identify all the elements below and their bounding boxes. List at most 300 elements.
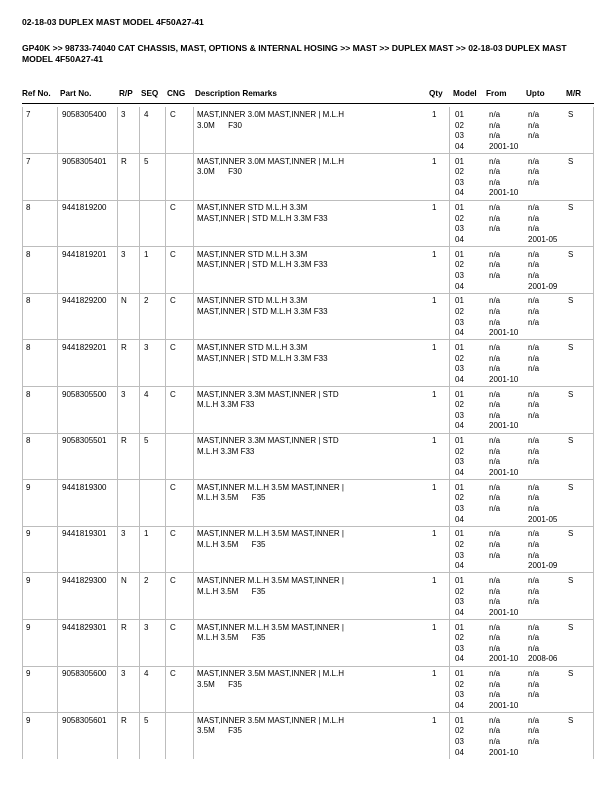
from-date: n/a (489, 622, 501, 632)
part-no-cell: 9441819201 (62, 249, 107, 259)
upto-date: n/a (528, 736, 540, 746)
from-date: n/a (489, 410, 501, 420)
from-date: n/a (489, 633, 501, 643)
from-date: n/a (489, 213, 501, 223)
from-date: n/a (489, 389, 501, 399)
col-header-from: From (486, 89, 507, 98)
from-date: 2001-10 (489, 654, 519, 664)
description-cell: MAST,INNER M.L.H 3.5M MAST,INNER | M.L.H 3.5M F35 (197, 576, 347, 596)
model-code: 01 (455, 622, 464, 632)
qty-cell: 1 (432, 110, 437, 119)
upto-date: n/a (528, 679, 540, 689)
seq-cell: 2 (144, 576, 149, 585)
model-code: 02 (455, 539, 464, 549)
upto-date: n/a (528, 317, 540, 327)
model-code: 03 (455, 550, 464, 560)
from-date: n/a (489, 156, 501, 166)
model-cell (455, 343, 464, 385)
model-code: 01 (455, 669, 464, 679)
upto-date (528, 748, 539, 759)
seq-cell: 5 (144, 436, 149, 446)
upto-date: n/a (528, 120, 540, 130)
ref-no-cell: 8 (26, 389, 31, 399)
from-date: 2001-10 (489, 747, 519, 757)
qty-cell: 1 (432, 156, 437, 166)
part-no-cell: 9441819301 (62, 529, 107, 539)
from-date: n/a (489, 120, 501, 130)
from-date: n/a (489, 690, 501, 700)
description-cell: MAST,INNER M.L.H 3.5M MAST,INNER | M.L.H 3.5M F35 (197, 529, 347, 549)
from-date: n/a (489, 353, 501, 363)
model-cell (455, 669, 464, 711)
from-date: n/a (489, 446, 501, 456)
table-row (22, 620, 594, 667)
col-header-rp: R/P (119, 89, 133, 98)
from-date (489, 515, 500, 526)
model-code: 01 (455, 156, 464, 166)
ref-no-cell: 8 (26, 203, 31, 213)
from-date: n/a (489, 343, 501, 352)
col-header-qty: Qty (429, 89, 443, 98)
from-date (489, 282, 500, 293)
model-code: 02 (455, 493, 464, 503)
rp-cell: 3 (121, 110, 126, 119)
part-no-cell: 9441829300 (62, 576, 107, 585)
upto-date: n/a (528, 446, 540, 456)
seq-cell: 1 (144, 529, 149, 539)
model-cell (455, 203, 464, 245)
ref-no-cell: 8 (26, 249, 31, 259)
upto-cell (528, 576, 539, 618)
from-date: 2001-10 (489, 421, 519, 431)
upto-date (528, 142, 539, 153)
upto-date: n/a (528, 364, 540, 374)
upto-date: 2001-05 (528, 514, 558, 524)
rp-cell: R (121, 715, 127, 725)
from-date: n/a (489, 457, 501, 467)
col-header-mr: M/R (566, 89, 582, 98)
from-cell (489, 203, 500, 245)
description-cell: MAST,INNER 3.5M MAST,INNER | M.L.H 3.5M F35 (197, 715, 347, 736)
model-code: 03 (455, 736, 464, 746)
mr-cell: S (568, 715, 574, 725)
seq-cell: 3 (144, 622, 149, 632)
part-no-cell: 9441829201 (62, 343, 107, 352)
from-date: n/a (489, 503, 501, 513)
ref-no-cell: 7 (26, 156, 31, 166)
cng-cell: C (170, 669, 176, 679)
upto-date: n/a (528, 213, 540, 223)
from-date: n/a (489, 529, 501, 539)
upto-cell (528, 623, 557, 665)
rp-cell: 3 (121, 529, 126, 539)
from-cell (489, 716, 518, 758)
header-divider (22, 103, 594, 104)
model-code: 01 (455, 715, 464, 725)
from-date: n/a (489, 364, 501, 374)
upto-date: n/a (528, 249, 540, 259)
seq-cell: 5 (144, 156, 149, 166)
table-row (22, 713, 594, 759)
upto-date: 2001-09 (528, 281, 558, 291)
upto-date: n/a (528, 436, 540, 446)
upto-cell (528, 250, 557, 292)
rp-cell: R (121, 156, 127, 166)
description-cell: MAST,INNER STD M.L.H 3.3M MAST,INNER | STD M.L.H 3.3M F33 (197, 343, 328, 363)
model-code: 02 (455, 213, 464, 223)
mr-cell: S (568, 436, 574, 446)
table-row (22, 293, 594, 340)
upto-date: n/a (528, 529, 540, 539)
mr-cell: S (568, 669, 574, 679)
model-code: 03 (455, 131, 464, 141)
rp-cell: R (121, 343, 127, 352)
upto-date: n/a (528, 550, 540, 560)
qty-cell: 1 (432, 715, 437, 725)
upto-cell (528, 483, 557, 525)
part-no-cell: 9058305501 (62, 436, 107, 446)
from-cell (489, 390, 518, 432)
qty-cell: 1 (432, 482, 437, 492)
model-code: 04 (455, 328, 464, 338)
table-row (22, 526, 594, 573)
model-code: 03 (455, 457, 464, 467)
mr-cell: S (568, 249, 574, 259)
from-date: n/a (489, 726, 501, 736)
mr-cell: S (568, 529, 574, 539)
description-cell: MAST,INNER 3.0M MAST,INNER | M.L.H 3.0M F30 (197, 156, 347, 177)
from-cell (489, 483, 500, 525)
seq-cell: 4 (144, 669, 149, 679)
model-code: 03 (455, 643, 464, 653)
cng-cell: C (170, 296, 176, 306)
upto-date: n/a (528, 586, 540, 596)
part-no-cell: 9441829301 (62, 622, 107, 632)
model-cell (455, 436, 464, 478)
from-date: 2001-10 (489, 188, 519, 198)
model-cell (455, 483, 464, 525)
upto-date: n/a (528, 260, 540, 270)
description-cell: MAST,INNER 3.5M MAST,INNER | M.L.H 3.5M F35 (197, 669, 347, 689)
upto-date: n/a (528, 715, 540, 725)
upto-date: n/a (528, 296, 540, 306)
ref-no-cell: 9 (26, 715, 31, 725)
rp-cell: R (121, 436, 127, 446)
rp-cell: 3 (121, 669, 126, 679)
model-cell (455, 250, 464, 292)
mr-cell: S (568, 389, 574, 399)
upto-date: 2001-09 (528, 561, 558, 571)
upto-date (528, 468, 539, 479)
table-row (22, 340, 594, 387)
model-cell (455, 390, 464, 432)
qty-cell: 1 (432, 343, 437, 352)
from-date: n/a (489, 203, 501, 213)
rp-cell: 3 (121, 249, 126, 259)
from-date: n/a (489, 597, 501, 607)
model-code: 03 (455, 270, 464, 280)
model-code: 04 (455, 467, 464, 477)
from-date: n/a (489, 539, 501, 549)
cng-cell: C (170, 110, 176, 119)
model-code: 01 (455, 389, 464, 399)
table-row (22, 666, 594, 713)
qty-cell: 1 (432, 669, 437, 679)
model-code: 01 (455, 249, 464, 259)
model-code: 02 (455, 726, 464, 736)
model-code: 01 (455, 436, 464, 446)
from-date: n/a (489, 576, 501, 585)
table-row (22, 247, 594, 294)
model-code: 02 (455, 586, 464, 596)
upto-date (528, 188, 539, 199)
upto-date: n/a (528, 156, 540, 166)
qty-cell: 1 (432, 203, 437, 213)
from-date: n/a (489, 436, 501, 446)
table-row (22, 573, 594, 620)
description-cell: MAST,INNER STD M.L.H 3.3M MAST,INNER | STD M.L.H 3.3M F33 (197, 249, 328, 270)
upto-date: n/a (528, 493, 540, 503)
upto-date: n/a (528, 167, 540, 177)
from-date: 2001-10 (489, 607, 519, 617)
model-cell (455, 529, 464, 571)
model-code: 03 (455, 690, 464, 700)
upto-date (528, 375, 539, 386)
upto-date: n/a (528, 131, 540, 141)
upto-cell (528, 390, 539, 432)
col-header-cng: CNG (167, 89, 186, 98)
from-date: n/a (489, 482, 501, 492)
col-header-part-no: Part No. (60, 89, 92, 98)
part-no-cell: 9441819200 (62, 203, 107, 213)
upto-date: n/a (528, 643, 540, 653)
upto-date (528, 328, 539, 339)
from-date (489, 561, 500, 572)
ref-no-cell: 8 (26, 343, 31, 352)
from-date: n/a (489, 586, 501, 596)
rp-cell: 3 (121, 389, 126, 399)
model-cell (455, 716, 464, 758)
ref-no-cell: 9 (26, 669, 31, 679)
description-cell: MAST,INNER M.L.H 3.5M MAST,INNER | M.L.H 3.5M F35 (197, 482, 347, 503)
upto-date: n/a (528, 503, 540, 513)
seq-cell: 5 (144, 715, 149, 725)
upto-date: n/a (528, 633, 540, 643)
model-code: 01 (455, 110, 464, 119)
model-code: 04 (455, 374, 464, 384)
description-cell: MAST,INNER 3.0M MAST,INNER | M.L.H 3.0M F30 (197, 110, 347, 130)
from-cell (489, 529, 500, 571)
model-code: 01 (455, 203, 464, 213)
upto-date: n/a (528, 343, 540, 352)
col-header-seq: SEQ (141, 89, 159, 98)
cng-cell: C (170, 249, 176, 259)
part-no-cell: 9058305601 (62, 715, 107, 725)
from-date: n/a (489, 260, 501, 270)
table-row (22, 433, 594, 480)
model-code: 03 (455, 597, 464, 607)
upto-date: 2001-05 (528, 234, 558, 244)
upto-date: n/a (528, 353, 540, 363)
upto-date: n/a (528, 726, 540, 736)
from-date: n/a (489, 715, 501, 725)
upto-date: n/a (528, 389, 540, 399)
from-date: n/a (489, 400, 501, 410)
upto-cell (528, 343, 539, 385)
model-code: 02 (455, 400, 464, 410)
table-row (22, 387, 594, 434)
model-code: 02 (455, 306, 464, 316)
seq-cell: 3 (144, 343, 149, 352)
model-code: 02 (455, 679, 464, 689)
from-cell (489, 623, 518, 665)
from-date: 2001-10 (489, 328, 519, 338)
col-header-ref-no: Ref No. (22, 89, 51, 98)
part-no-cell: 9058305500 (62, 389, 107, 399)
ref-no-cell: 9 (26, 482, 31, 492)
table-row (22, 200, 594, 247)
from-date: n/a (489, 550, 501, 560)
ref-no-cell: 8 (26, 436, 31, 446)
model-code: 04 (455, 141, 464, 151)
model-code: 03 (455, 224, 464, 234)
upto-date: n/a (528, 224, 540, 234)
description-cell: MAST,INNER STD M.L.H 3.3M MAST,INNER | STD M.L.H 3.3M F33 (197, 296, 328, 316)
upto-cell (528, 110, 539, 152)
from-date (489, 235, 500, 246)
model-code: 04 (455, 654, 464, 664)
from-date: 2001-10 (489, 467, 519, 477)
description-cell: MAST,INNER M.L.H 3.5M MAST,INNER | M.L.H 3.5M F35 (197, 622, 347, 643)
model-code: 04 (455, 421, 464, 431)
upto-cell (528, 716, 539, 758)
rp-cell: R (121, 622, 127, 632)
from-cell (489, 296, 518, 338)
ref-no-cell: 9 (26, 576, 31, 585)
from-date: 2001-10 (489, 374, 519, 384)
qty-cell: 1 (432, 529, 437, 539)
from-date: 2001-10 (489, 141, 519, 151)
ref-no-cell: 9 (26, 622, 31, 632)
from-date: n/a (489, 669, 501, 679)
upto-date: n/a (528, 690, 540, 700)
model-code: 01 (455, 343, 464, 352)
qty-cell: 1 (432, 389, 437, 399)
upto-date (528, 421, 539, 432)
part-no-cell: 9441819300 (62, 482, 107, 492)
from-cell (489, 250, 500, 292)
model-code: 04 (455, 188, 464, 198)
model-code: 04 (455, 607, 464, 617)
upto-date: n/a (528, 539, 540, 549)
model-code: 04 (455, 281, 464, 291)
cng-cell: C (170, 203, 176, 213)
model-cell (455, 576, 464, 618)
page-title: 02-18-03 DUPLEX MAST MODEL 4F50A27-41 (22, 17, 204, 27)
ref-no-cell: 9 (26, 529, 31, 539)
mr-cell: S (568, 156, 574, 166)
cng-cell: C (170, 389, 176, 399)
model-code: 01 (455, 529, 464, 539)
description-cell: MAST,INNER 3.3M MAST,INNER | STD M.L.H 3.3M F33 (197, 389, 341, 410)
from-date: n/a (489, 270, 501, 280)
upto-cell (528, 157, 539, 199)
upto-cell (528, 203, 557, 245)
model-code: 04 (455, 561, 464, 571)
from-date: n/a (489, 736, 501, 746)
model-code: 01 (455, 482, 464, 492)
upto-date: n/a (528, 110, 540, 119)
from-date: n/a (489, 493, 501, 503)
model-code: 02 (455, 167, 464, 177)
upto-date: n/a (528, 622, 540, 632)
model-code: 03 (455, 410, 464, 420)
qty-cell: 1 (432, 296, 437, 306)
model-code: 02 (455, 446, 464, 456)
model-code: 03 (455, 503, 464, 513)
seq-cell: 1 (144, 249, 149, 259)
cng-cell: C (170, 529, 176, 539)
model-code: 03 (455, 364, 464, 374)
model-cell (455, 623, 464, 665)
description-cell: MAST,INNER 3.3M MAST,INNER | STD M.L.H 3.3M F33 (197, 436, 341, 456)
col-header-model: Model (453, 89, 477, 98)
from-date: n/a (489, 679, 501, 689)
description-cell: MAST,INNER STD M.L.H 3.3M MAST,INNER | STD M.L.H 3.3M F33 (197, 203, 328, 223)
from-date: 2001-10 (489, 700, 519, 710)
model-code: 02 (455, 633, 464, 643)
parts-table (22, 107, 594, 759)
model-code: 04 (455, 747, 464, 757)
model-cell (455, 296, 464, 338)
ref-no-cell: 7 (26, 110, 31, 119)
rp-cell: N (121, 296, 127, 306)
upto-cell (528, 436, 539, 478)
mr-cell: S (568, 110, 574, 119)
ref-no-cell: 8 (26, 296, 31, 306)
mr-cell: S (568, 576, 574, 585)
rp-cell: N (121, 576, 127, 585)
model-cell (455, 157, 464, 199)
model-code: 03 (455, 317, 464, 327)
mr-cell: S (568, 622, 574, 632)
from-date: n/a (489, 110, 501, 119)
seq-cell: 2 (144, 296, 149, 306)
from-date: n/a (489, 317, 501, 327)
model-cell (455, 110, 464, 152)
upto-date: n/a (528, 177, 540, 187)
model-code: 01 (455, 296, 464, 306)
from-date: n/a (489, 131, 501, 141)
mr-cell: S (568, 203, 574, 213)
from-date: n/a (489, 643, 501, 653)
upto-date (528, 608, 539, 619)
from-cell (489, 436, 518, 478)
cng-cell: C (170, 343, 176, 352)
qty-cell: 1 (432, 249, 437, 259)
upto-cell (528, 529, 557, 571)
mr-cell: S (568, 343, 574, 352)
from-date: n/a (489, 224, 501, 234)
model-code: 02 (455, 120, 464, 130)
from-date: n/a (489, 249, 501, 259)
table-row (22, 480, 594, 527)
model-code: 02 (455, 260, 464, 270)
from-cell (489, 576, 518, 618)
from-date: n/a (489, 167, 501, 177)
cng-cell: C (170, 482, 176, 492)
upto-date: n/a (528, 306, 540, 316)
